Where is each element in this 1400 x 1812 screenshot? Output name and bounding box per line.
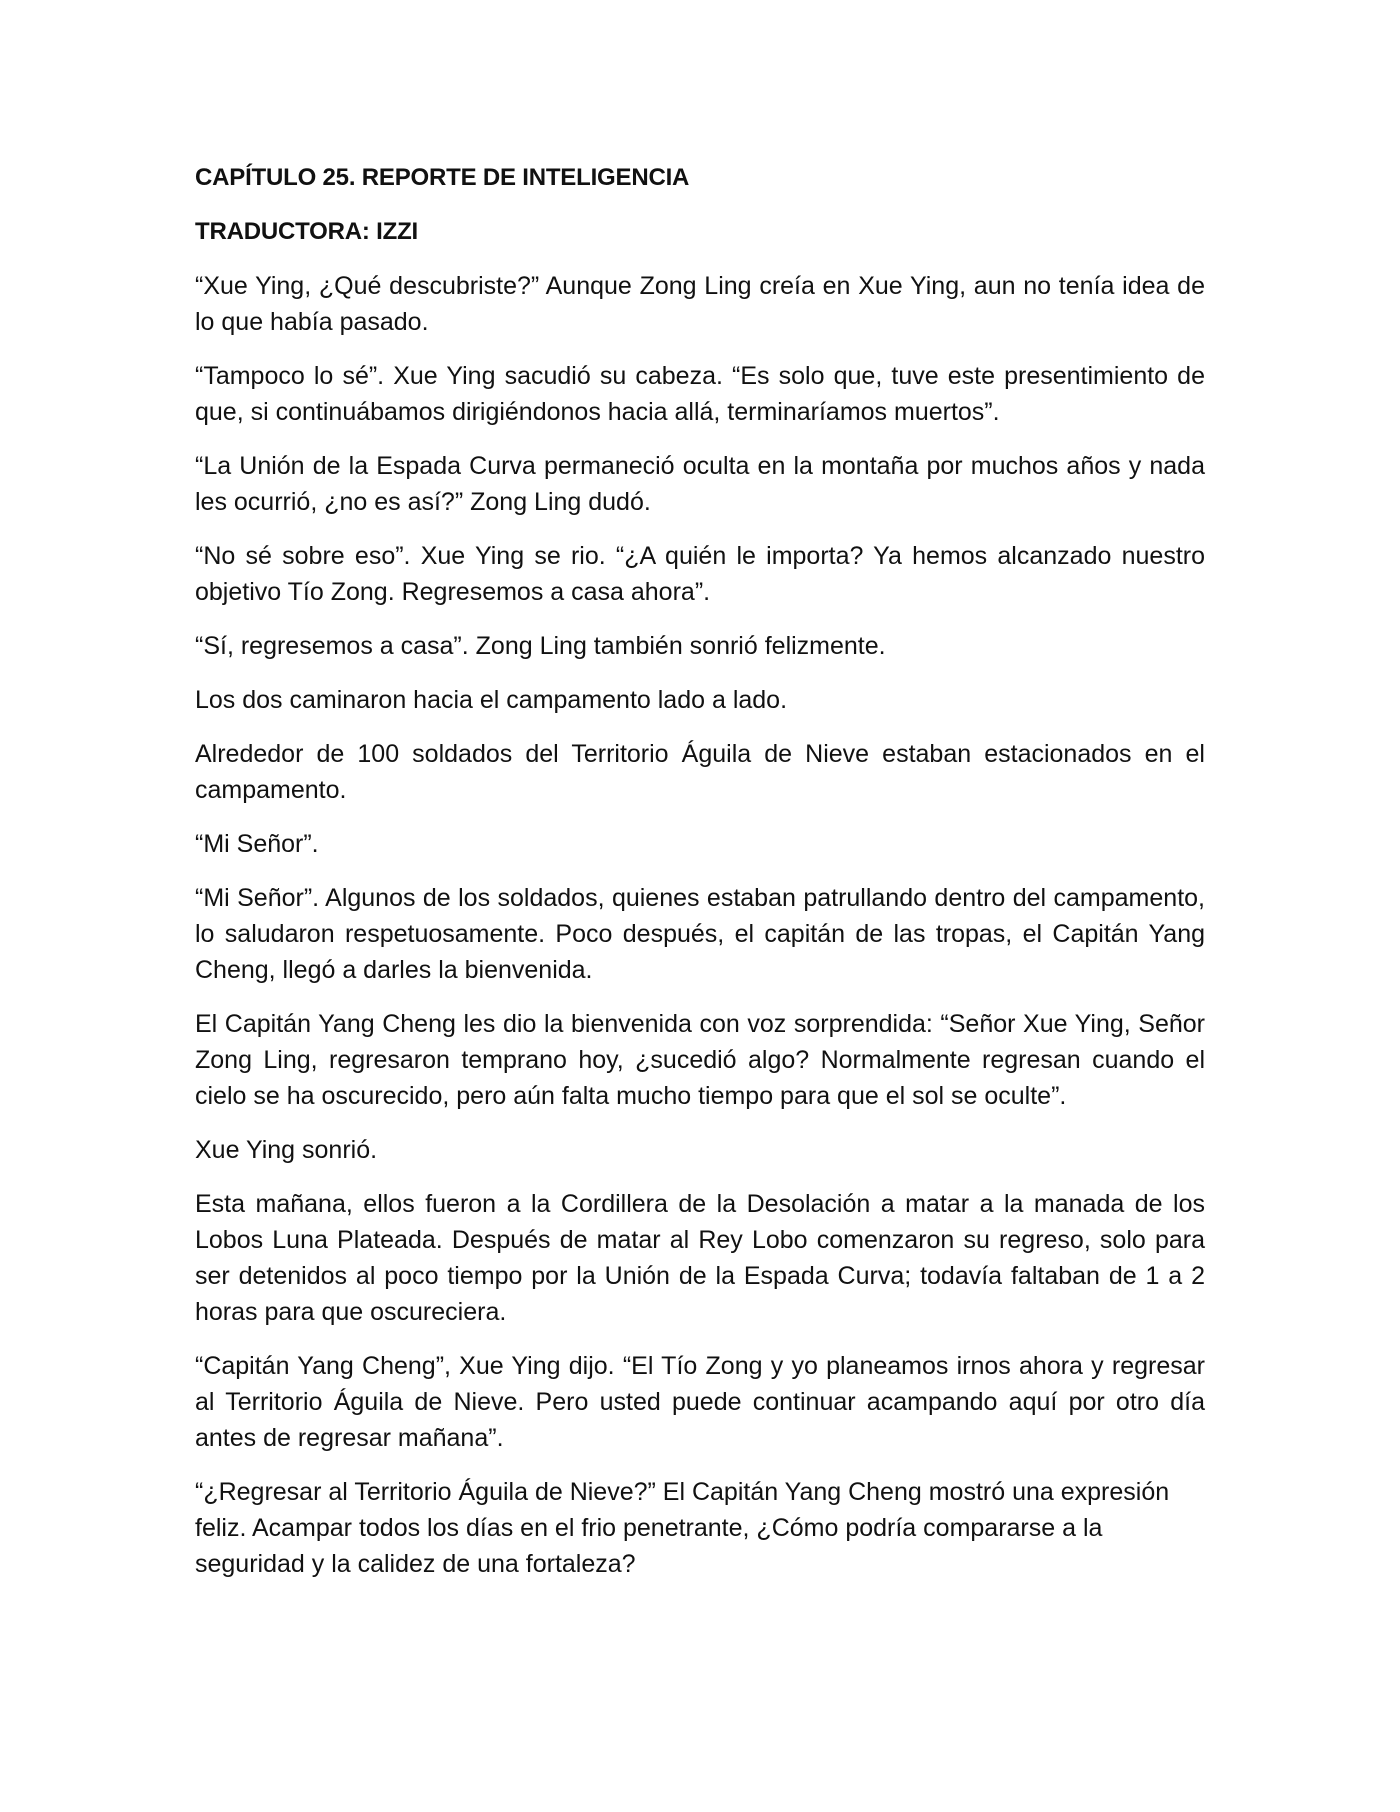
- paragraph: “Capitán Yang Cheng”, Xue Ying dijo. “El Tío Zong y yo planeamos irnos ahora y regresar al Territorio Águila de Nieve. Pero usted puede continuar acampando aquí por otro día antes de regresar mañana”.: [195, 1352, 1205, 1452]
- paragraph: Xue Ying sonrió.: [195, 1136, 378, 1164]
- paragraph: “Mi Señor”.: [195, 830, 319, 858]
- paragraph: “Sí, regresemos a casa”. Zong Ling también sonrió felizmente.: [195, 632, 886, 660]
- paragraph: “Mi Señor”. Algunos de los soldados, quienes estaban patrullando dentro del campamento, lo saludaron respetuosamente. Poco después, el capitán de las tropas, el Capitán Yang Cheng, llegó a darles la bienvenida.: [195, 884, 1205, 984]
- paragraph: “No sé sobre eso”. Xue Ying se rio. “¿A quién le importa? Ya hemos alcanzado nuestro objetivo Tío Zong. Regresemos a casa ahora”.: [195, 542, 1205, 606]
- paragraph: “Xue Ying, ¿Qué descubriste?” Aunque Zong Ling creía en Xue Ying, aun no tenía idea de lo que había pasado.: [195, 272, 1205, 336]
- document-page: [195, 160, 1205, 1600]
- paragraph: “¿Regresar al Territorio Águila de Nieve?” El Capitán Yang Cheng mostró una expresión feliz. Acampar todos los días en el frio penetrante, ¿Cómo podría compararse a la seguridad y la calidez de una fortaleza?: [195, 1478, 1170, 1578]
- paragraph: Alrededor de 100 soldados del Territorio Águila de Nieve estaban estacionados en el campamento.: [195, 740, 1205, 804]
- paragraph: Los dos caminaron hacia el campamento lado a lado.: [195, 686, 788, 714]
- paragraph: “La Unión de la Espada Curva permaneció oculta en la montaña por muchos años y nada les ocurrió, ¿no es así?” Zong Ling dudó.: [195, 452, 1205, 516]
- chapter-title: CAPÍTULO 25. REPORTE DE INTELIGENCIA: [195, 164, 690, 191]
- paragraph: Esta mañana, ellos fueron a la Cordillera de la Desolación a matar a la manada de los Lobos Luna Plateada. Después de matar al Rey Lobo comenzaron su regreso, solo para ser detenidos al poco tiempo por la Unión de la Espada Curva; todavía faltaban de 1 a 2 horas para que oscureciera.: [195, 1190, 1205, 1326]
- translator-credit: TRADUCTORA: IZZI: [195, 218, 418, 245]
- paragraph: El Capitán Yang Cheng les dio la bienvenida con voz sorprendida: “Señor Xue Ying, Señor Zong Ling, regresaron temprano hoy, ¿sucedió algo? Normalmente regresan cuando el cielo se ha oscurecido, pero aún falta mucho tiempo para que el sol se oculte”.: [195, 1010, 1205, 1110]
- paragraph: “Tampoco lo sé”. Xue Ying sacudió su cabeza. “Es solo que, tuve este presentimiento de que, si continuábamos dirigiéndonos hacia allá, terminaríamos muertos”.: [195, 362, 1205, 426]
